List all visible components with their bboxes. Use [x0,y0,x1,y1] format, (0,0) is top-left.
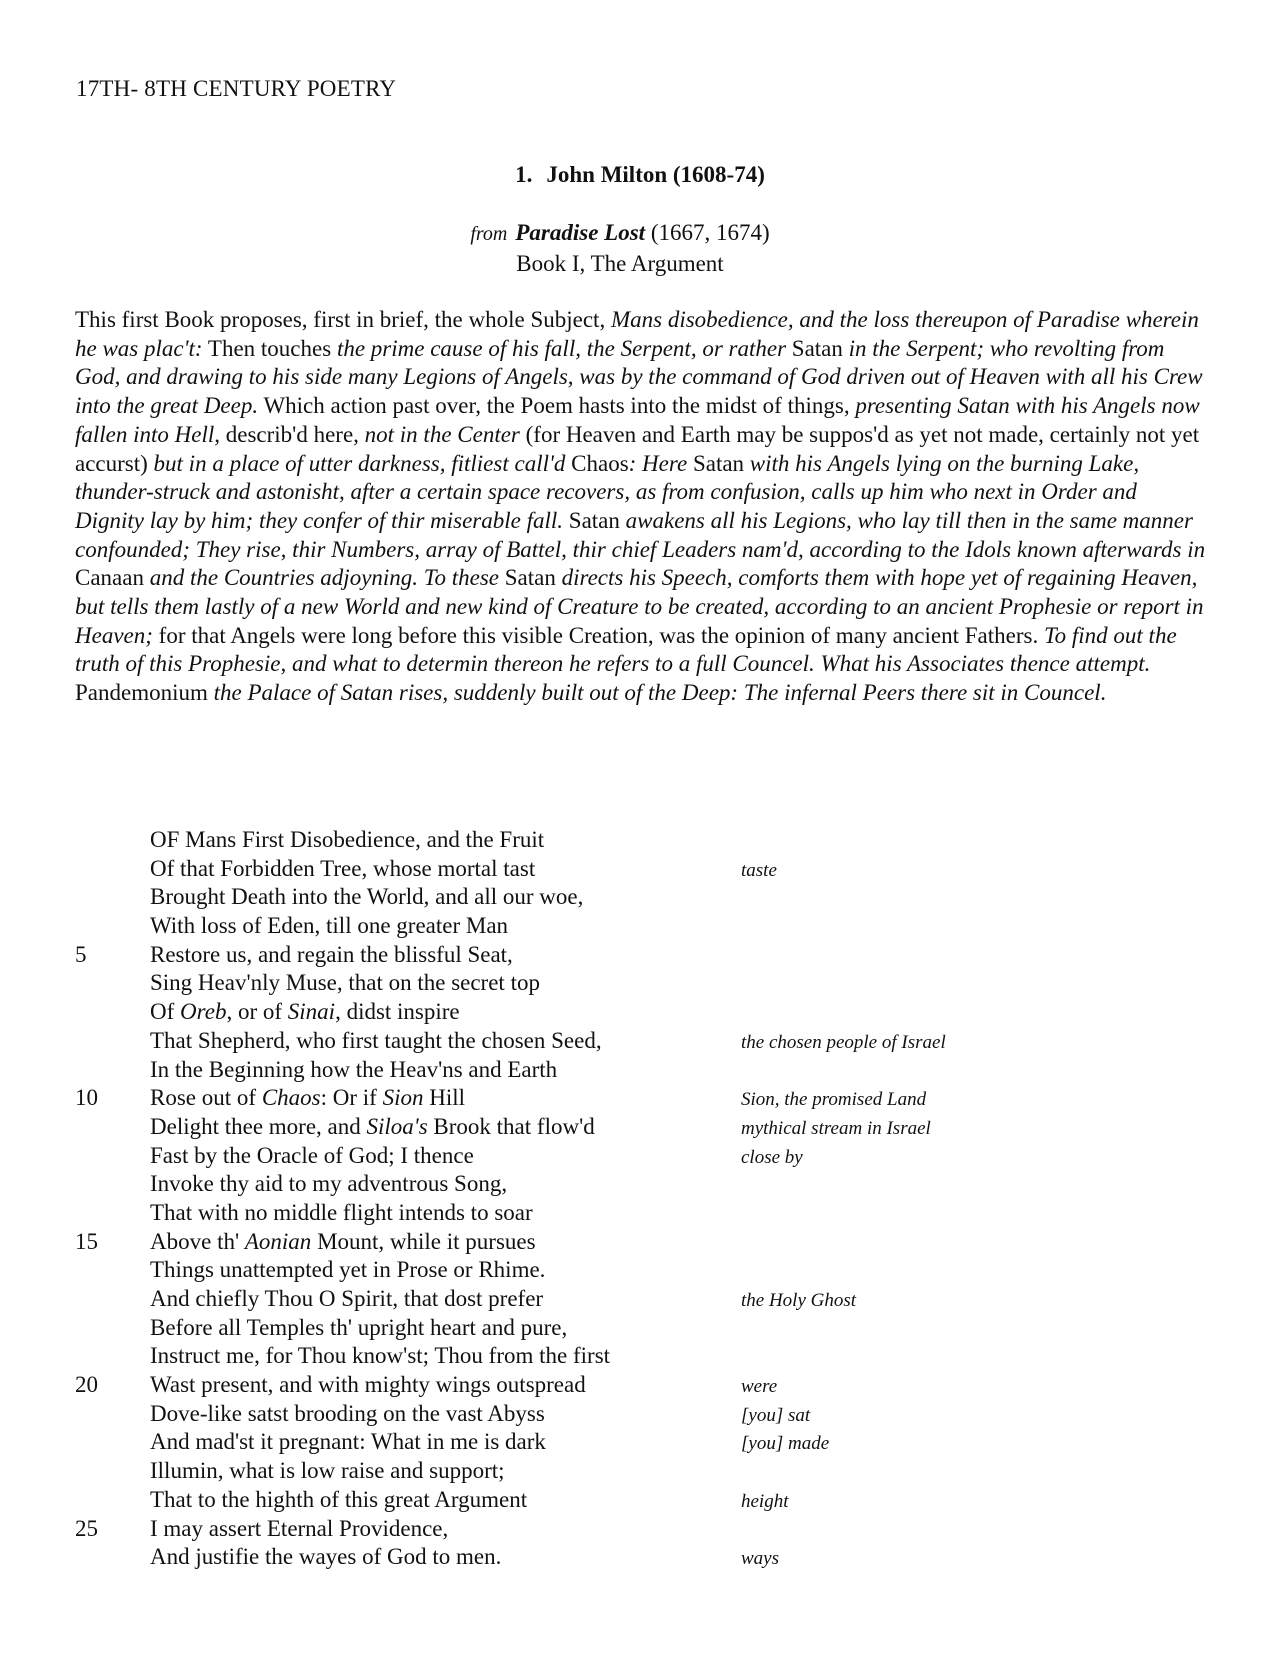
poem-line-text [150,1515,448,1544]
poem-line [0,1199,1280,1228]
argument-segment: awakens all his Legions, who lay till then in the same manner confounded; They rise, thir Numbers, array of Battel, thir chief Leaders nam'd, according to the Idols known afterwards in [75,507,1206,562]
line-segment: , didst inspire [335,999,460,1025]
argument-segment: Satan [498,565,562,591]
poem-line-text [150,1371,586,1400]
line-segment: Wast present, and with mighty wings outspread [150,1372,586,1398]
poem-text [0,826,1280,1572]
argument-segment: in the Serpent; who revolting from God, and drawing to his side many Legions of Angels, was by the command of God driven out of Heaven with all his Crew into the great Deep. [75,335,1203,419]
line-segment: Mount, while it pursues [311,1228,536,1254]
from-label: from [470,223,508,245]
argument-segment: the Palace of Satan rises, suddenly built out of the Deep: The infernal Peers there sit in Councel. [213,680,1107,706]
argument-segment: This first Book proposes, first in brief, the whole Subject, [75,307,611,332]
poem-line-text [150,969,540,998]
line-segment: Sing Heav'nly Muse, that on the secret top [150,970,540,996]
poem-line-text [150,1228,536,1257]
line-segment: Of that Forbidden Tree, whose mortal tast [150,855,536,881]
author-heading: John Milton (1608-74) [546,162,765,187]
line-segment: , or of [226,999,288,1025]
poem-line-text [150,1457,505,1486]
line-segment: Dove-like satst brooding on the vast Abyss [150,1400,545,1426]
argument-segment: Satan [563,507,626,533]
poem-line-text [150,998,460,1027]
poem-line-text [150,1314,567,1343]
poem-line [0,1256,1280,1285]
argument-segment: Chaos [565,450,629,476]
line-segment: Illumin, what is low raise and support; [150,1458,505,1484]
poem-line-text [150,1113,595,1142]
line-segment: And mad'st it pregnant: What in me is dark [150,1429,546,1455]
marginal-gloss: height [741,1490,789,1512]
marginal-gloss: Sion, the promised Land [741,1089,927,1111]
poem-line [0,1285,1280,1314]
line-segment: I may assert Eternal Providence, [150,1515,449,1541]
argument-segment: Satan [791,335,843,361]
poem-line-text [150,826,544,855]
section-heading [0,162,1280,188]
line-segment: Fast by the Oracle of God; I thence [150,1142,474,1168]
work-dates: (1667, 1674) [650,220,770,245]
poem-line [0,1084,1280,1113]
poem-line-text [150,1027,602,1056]
line-segment: That Shepherd, who first taught the chosen Seed, [150,1027,602,1053]
line-segment: Of [150,999,181,1025]
italic-word: Chaos [261,1085,321,1111]
argument-segment: Canaan [75,565,150,591]
line-segment: : Or if [320,1085,383,1111]
line-segment: Brought Death into the World, and all our woe, [150,884,584,910]
poem-line [0,1543,1280,1572]
argument-segment: the prime cause of his fall, the Serpent, or rather [336,335,792,361]
line-segment: Brook that flow'd [427,1113,595,1139]
line-segment: Above th' [150,1228,245,1254]
poem-line [0,912,1280,941]
poem-line [0,1228,1280,1257]
line-segment: OF Mans First Disobedience, and the Fruit [150,827,545,852]
line-segment: Invoke thy aid to my adventrous Song, [150,1171,508,1197]
poem-line-text [150,1543,501,1572]
poem-line-text [150,1256,545,1285]
italic-word: Siloa's [366,1113,428,1139]
line-segment: Before all Temples th' upright heart and pure, [150,1314,568,1340]
poem-line [0,1142,1280,1171]
poem-line-text [150,1342,610,1371]
line-segment: Hill [423,1085,465,1111]
poem-line-text [150,941,513,970]
line-number: 5 [75,941,87,967]
marginal-gloss: the Holy Ghost [741,1290,857,1311]
poem-line [0,883,1280,912]
poem-line [0,1113,1280,1142]
section-number: 1. [515,162,533,187]
poem-line [0,1342,1280,1371]
poem-line [0,1027,1280,1056]
marginal-gloss: [you] made [741,1433,830,1455]
line-number: 10 [75,1085,98,1111]
italic-word: Sinai [287,999,336,1025]
marginal-gloss: [you] sat [741,1404,811,1426]
poem-line [0,1170,1280,1199]
book-label: Book I, The Argument [516,251,724,276]
argument-segment: but in a place of utter darkness, fitliest call'd [153,450,566,476]
line-segment: In the Beginning how the Heav'ns and Earth [150,1056,558,1082]
argument-segment: directs his Speech, comforts them with hope yet of regaining Heaven, but tells them lastly of a new World and new kind of Creature to be created, according to an ancient Prophesie or report in Heaven; [75,565,1204,648]
marginal-gloss: taste [741,859,777,881]
poem-line-text [150,1486,527,1515]
work-subheading [0,218,1240,279]
marginal-gloss: were [741,1376,778,1398]
line-segment: Restore us, and regain the blissful Seat, [150,941,513,967]
poem-line [0,969,1280,998]
argument-segment: : Here [628,450,688,476]
line-segment: With loss of Eden, till one greater Man [150,913,509,939]
argument-segment: describ'd here [220,421,354,447]
poem-line [0,1486,1280,1515]
line-number: 25 [75,1515,98,1541]
argument-segment: Satan [687,450,750,476]
poem-line [0,1515,1280,1544]
argument-segment: with his Angels lying on the burning Lake, thunder-struck and astonisht, after a certain space recovers, as from confusion, calls up him who next in Order and Dignity lay by him; they confer of thir miserable fall. [75,450,1140,533]
poem-line-text [150,1285,543,1314]
line-segment: And chiefly Thou O Spirit, that dost prefer [150,1286,544,1311]
line-segment: That with no middle flight intends to soar [150,1199,533,1225]
poem-line [0,998,1280,1027]
poem-line-text [150,1170,507,1199]
poem-line-text [150,1056,557,1085]
running-head: 17TH- 8TH CENTURY POETRY [76,76,397,101]
argument-segment: Which action past over, the Poem hasts into the midst of things, [258,393,856,419]
line-segment: Rose out of [150,1085,262,1111]
marginal-gloss: mythical stream in Israel [741,1117,931,1139]
italic-word: Sion [382,1085,424,1111]
poem-line-text [150,855,535,884]
poem-line-text [150,912,508,941]
argument-segment: Pandemonium [75,680,214,706]
poem-line-text [150,883,583,912]
line-segment: Things unattempted yet in Prose or Rhime. [150,1257,546,1283]
poem-line-text [150,1428,546,1457]
line-segment: And justifie the wayes of God to men. [150,1544,502,1570]
work-title: Paradise Lost [515,220,646,245]
argument-segment: presenting Satan with his Angels now fallen into Hell, [75,393,1200,447]
argument-segment: Mans disobedience, and the loss thereupon of Paradise wherein he was plac't: [75,307,1199,361]
marginal-gloss: the chosen people of Israel [741,1031,946,1053]
marginal-gloss: close by [741,1146,803,1168]
argument-segment: , not in the Center [353,421,520,447]
poem-line-text [150,1400,545,1429]
poem-line-text [150,1199,533,1228]
argument-paragraph [75,306,1210,708]
argument-segment: Then touches [202,335,337,361]
poem-line [0,1314,1280,1343]
poem-line [0,855,1280,884]
line-segment: Delight thee more, and [150,1113,367,1139]
line-number: 20 [75,1372,98,1398]
poem-line [0,1457,1280,1486]
poem-line [0,1056,1280,1085]
line-segment: That to the highth of this great Argument [150,1486,528,1512]
italic-word: Oreb [180,999,227,1025]
argument-segment: and the Countries adjoyning. To these [149,565,499,591]
argument-segment: for that Angels were long before this visible Creation, was the opinion of many ancient Fathers. [152,622,1044,648]
line-segment: Instruct me, for Thou know'st; Thou from the first [150,1343,611,1369]
line-number: 15 [75,1228,98,1254]
argument-segment: (for Heaven and Earth may be suppos'd as yet not made, certainly not yet accurst) [75,421,1200,476]
marginal-gloss: ways [741,1548,779,1570]
argument-segment: To find out the truth of this Prophesie, and what to determin thereon he refers to a full Councel. What his Associates thence attempt. [75,622,1177,677]
poem-line [0,1400,1280,1429]
poem-line-text [150,1084,465,1113]
poem-line [0,1371,1280,1400]
poem-line [0,941,1280,970]
poem-line [0,826,1280,855]
work-title-line [0,218,1240,249]
poem-line-text [150,1142,474,1171]
italic-word: Aonian [244,1228,312,1254]
poem-line [0,1428,1280,1457]
